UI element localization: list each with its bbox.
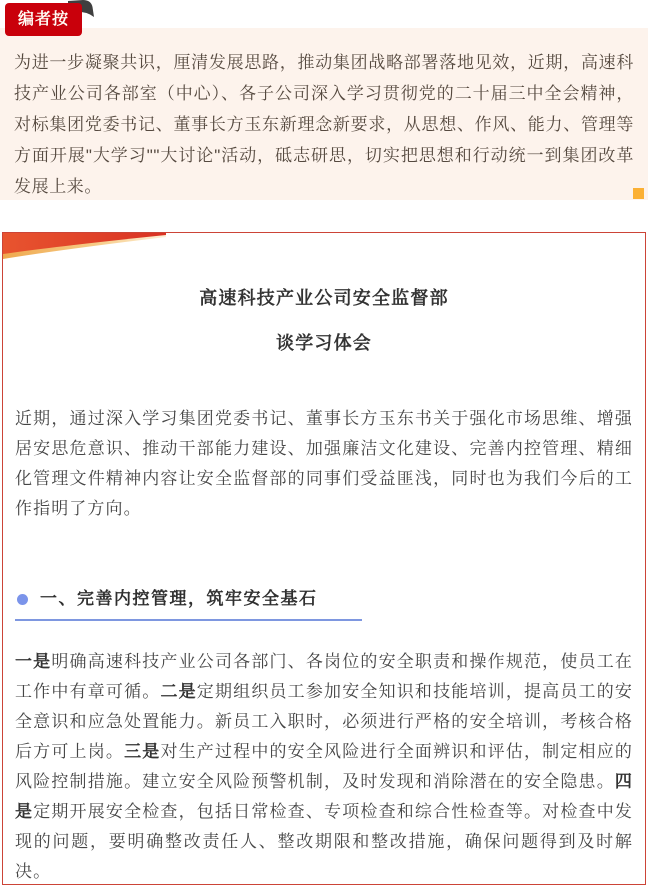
editor-note-box <box>0 28 648 200</box>
article-title-line2: 谈学习体会 <box>276 333 372 353</box>
article-card <box>2 232 646 885</box>
section-heading-label: 一、完善内控管理，筑牢安全基石 <box>40 589 318 608</box>
editor-note-section <box>0 0 648 200</box>
blue-dot-icon <box>17 594 28 605</box>
article-title-line1: 高速科技产业公司安全监督部 <box>199 288 449 308</box>
red-swoosh-decoration <box>3 233 166 263</box>
section-heading <box>15 588 362 621</box>
editor-note-badge: 编者按 <box>5 3 82 36</box>
orange-accent-square <box>633 188 644 199</box>
intro-paragraph: 近期，通过深入学习集团党委书记、董事长方玉东书关于强化市场思维、增强居安思危意识、推动干部能力建设、加强廉洁文化建设、完善内控管理、精细化管理文件精神内容让安全监督部的同事们受益匪浅，同时也为我们今后的工作指明了方向。 <box>15 409 633 518</box>
editor-note-paragraph: 为进一步凝聚共识，厘清发展思路，推动集团战略部署落地见效，近期，高速科技产业公司各部室（中心）、各子公司深入学习贯彻党的二十届三中全会精神，对标集团党委书记、董事长方玉东新理念新要求，从思想、作风、能力、管理等方面开展"大学习""大讨论"活动，砥志研思，切实把思想和行动统一到集团改革发展上来。 <box>14 53 634 196</box>
section-paragraph: 一是明确高速科技产业公司各部门、各岗位的安全职责和操作规范，使员工在工作中有章可循。二是定期组织员工参加安全知识和技能培训，提高员工的安全意识和应急处置能力。新员工入职时，必须进行严格的安全培训，考核合格后方可上岗。三是对生产过程中的安全风险进行全面辨识和评估，制定相应的风险控制措施。建立安全风险预警机制，及时发现和消除潜在的安全隐患。四是定期开展安全检查，包括日常检查、专项检查和综合性检查等。对检查中发现的问题，要明确整改责任人、整改期限和整改措施，确保问题得到及时解决。 <box>15 652 633 881</box>
